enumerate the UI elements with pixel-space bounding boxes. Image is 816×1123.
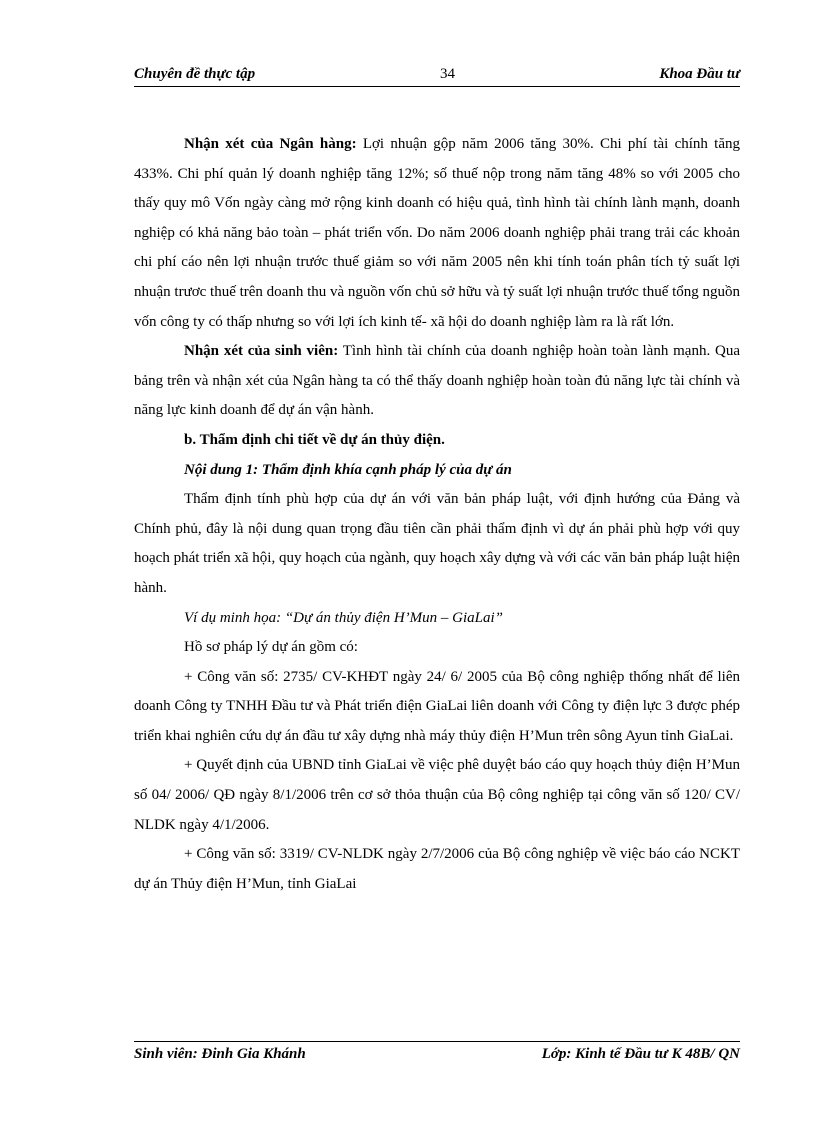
bank-comment-paragraph <box>134 130 740 337</box>
student-comment-text: Tình hình tài chính của doanh nghiệp hoàn toàn lành mạnh. Qua bảng trên và nhận xét của Ngân hàng ta có thể thấy doanh nghiệp hoàn toàn đủ năng lực tài chính và năng lực kinh doanh để dự án vận hành. <box>134 343 740 419</box>
legal-appraisal-paragraph: Thẩm định tính phù hợp của dự án với văn bản pháp luật, với định hướng của Đảng và Chính phủ, đây là nội dung quan trọng đầu tiên cần phải thẩm định vì dự án phải phù hợp với quy hoạch phát triển xã hội, quy hoạch của ngành, quy hoạch xây dựng và với các văn bản pháp luật hiện hành. <box>134 491 740 596</box>
page-header <box>134 64 740 87</box>
legal-doc-item-3: + Công văn số: 3319/ CV-NLDK ngày 2/7/2006 của Bộ công nghiệp về việc báo cáo NCKT dự án Thủy điện H’Mun, tỉnh GiaLai <box>134 846 740 892</box>
header-department: Khoa Đầu tư <box>659 66 740 82</box>
student-comment-lead: Nhận xét của sinh viên: <box>184 343 339 360</box>
document-body <box>134 130 740 899</box>
student-comment-paragraph <box>134 337 740 426</box>
example-heading: Ví dụ minh họa: “Dự án thủy điện H’Mun – GiaLai” <box>184 609 504 626</box>
header-title: Chuyên đề thực tập <box>134 66 256 82</box>
footer-class: Lớp: Kinh tế Đầu tư K 48B/ QN <box>541 1046 740 1062</box>
bank-comment-text: Lợi nhuận gộp năm 2006 tăng 30%. Chi phí tài chính tăng 433%. Chi phí quản lý doanh nghiệp tăng 12%; số thuế nộp trong năm tăng 48% so với 2005 cho thấy quy mô Vốn ngày càng mở rộng kinh doanh có hiệu quả, tình hình tài chính lành mạnh, doanh nghiệp có khả năng bảo toàn – phát triển vốn. Do năm 2006 doanh nghiệp phải trang trải các khoản chi phí cáo nên lợi nhuận trước thuế giảm so với năm 2005 nên khi tính toán phân tích tỷ suất lợi nhuận trươc thuế trên doanh thu và nguồn vốn chủ sở hữu và tỷ suất lợi nhuận trước thuế tổng nguồn vốn công ty có thấp nhưng so với lợi ích kinh tế- xã hội do doanh nghiệp làm ra là rất lớn. <box>134 136 741 330</box>
footer-student: Sinh viên: Đinh Gia Khánh <box>134 1046 306 1062</box>
section-b-heading: b. Thẩm định chi tiết về dự án thủy điện. <box>184 431 445 448</box>
legal-doc-item-2: + Quyết định của UBND tỉnh GiaLai về việc phê duyệt báo cáo quy hoạch thủy điện H’Mun số 04/ 2006/ QĐ ngày 8/1/2006 trên cơ sở thỏa thuận của Bộ công nghiệp tại công văn số 120/ CV/ NLDK ngày 4/1/2006. <box>134 757 740 833</box>
legal-docs-intro: Hồ sơ pháp lý dự án gồm có: <box>184 639 358 656</box>
content-1-text: Nội dung 1: Thẩm định khía cạnh pháp lý của dự án <box>184 461 512 478</box>
legal-doc-item-1: + Công văn số: 2735/ CV-KHĐT ngày 24/ 6/ 2005 của Bộ công nghiệp thống nhất để liên doanh Công ty TNHH Đầu tư và Phát triển điện GiaLai liên doanh với Công ty điện lực 3 được phép triển khai nghiên cứu dự án đầu tư xây dựng nhà máy thủy điện H’Mun trên sông Ayun tỉnh GiaLai. <box>134 668 740 744</box>
page-number: 34 <box>440 66 455 82</box>
page-footer <box>134 1041 740 1062</box>
bank-comment-lead: Nhận xét của Ngân hàng: <box>184 136 357 152</box>
content-1-heading <box>134 456 740 486</box>
